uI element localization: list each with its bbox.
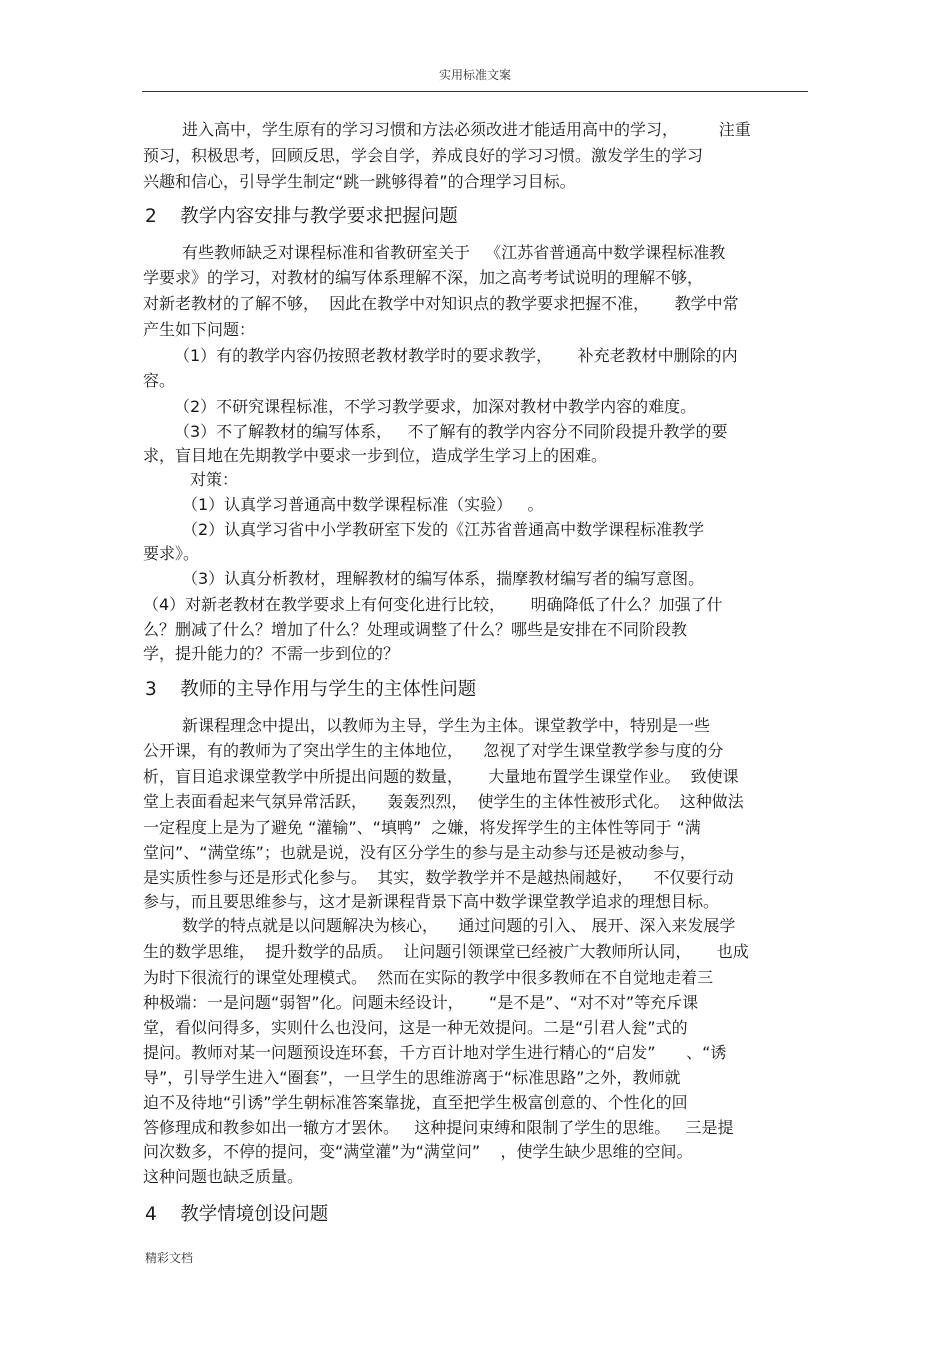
- section-heading: 2 教学内容安排与教学要求把握问题: [145, 206, 458, 227]
- text-line: 兴趣和信心，引导学生制定“跳一跳够得着”的合理学习目标。: [143, 172, 576, 191]
- text-line: （4）对新老教材在教学要求上有何变化进行比较， 明确降低了什么？加强了什: [143, 595, 723, 614]
- text-line: 这种问题也缺乏质量。: [143, 1167, 304, 1186]
- text-line: 种极端：一是问题“弱智”化。问题未经设计， “是不是”、“对不对”等充斥课: [143, 993, 699, 1012]
- text-line: 问次数多，不停的提问，变“满堂灌”为“满堂问” ，使学生缺少思维的空间。: [143, 1142, 693, 1161]
- text-line: 参与，而且要思维参与，这才是新课程背景下高中数学课堂教学追求的理想目标。: [143, 892, 720, 911]
- page-header: 实用标准文案: [438, 68, 511, 82]
- text-line: 产生如下问题：: [143, 320, 256, 339]
- text-line: 为时下很流行的课堂处理模式。 然而在实际的教学中很多教师在不自觉地走着三: [143, 968, 714, 987]
- text-line: （3）认真分析教材，理解教材的编写体系，揣摩教材编写者的编写意图。: [182, 569, 705, 588]
- text-line: 有些教师缺乏对课程标准和省教研室关于 《江苏省普通高中数学课程标准教: [182, 243, 726, 262]
- text-line: 么？删减了什么？增加了什么？处理或调整了什么？哪些是安排在不同阶段教: [143, 620, 688, 639]
- text-line: 对策：: [190, 470, 239, 489]
- text-line: 要求》。: [143, 544, 200, 563]
- text-line: （3）不了解教材的编写体系， 不了解有的教学内容分不同阶段提升教学的要: [174, 422, 728, 441]
- text-line: 提问。教师对某一问题预设连环套，千方百计地对学生进行精心的“启发” 、“诱: [143, 1043, 727, 1062]
- text-line: 进入高中，学生原有的学习习惯和方法必须改进才能适用高中的学习， 注重: [182, 120, 751, 139]
- text-line: 堂问”、“满堂练”；也就是说，没有区分学生的参与是主动参与还是被动参与，: [143, 843, 696, 862]
- text-line: 数学的特点就是以问题解决为核心， 通过问题的引入、 展开、深入来发展学: [182, 916, 736, 935]
- text-line: 预习，积极思考，回顾反思，学会自学，养成良好的学习习惯。激发学生的学习: [143, 146, 704, 165]
- text-line: 是实质性参与还是形式化参与。 其实，数学教学并不是越热闹越好， 不仅要行动: [143, 868, 734, 887]
- text-line: 对新老教材的了解不够， 因此在教学中对知识点的教学要求把握不准， 教学中常: [143, 294, 739, 313]
- text-line: （2）认真学习省中小学教研室下发的《江苏省普通高中数学课程标准教学: [182, 520, 705, 539]
- text-line: 答修理成和教参如出一辙方才罢休。 这种提问束缚和限制了学生的思维。 三是提: [143, 1118, 734, 1137]
- text-line: 新课程理念中提出，以教师为主导，学生为主体。课堂教学中，特别是一些: [182, 716, 711, 735]
- text-line: 堂上表面看起来气氛异常活跃， 轰轰烈烈， 使学生的主体性被形式化。 这种做法: [143, 792, 744, 811]
- text-line: 容。: [143, 371, 176, 390]
- text-line: 公开课，有的教师为了突出学生的主体地位， 忽视了对学生课堂教学参与度的分: [143, 741, 724, 760]
- page-footer: 精彩文档: [145, 1251, 194, 1265]
- text-line: 生的数学思维， 提升数学的品质。 让问题引领课堂已经被广大教师所认同， 也成: [143, 942, 749, 961]
- text-line: 析，盲目追求课堂教学中所提出问题的数量， 大量地布置学生课堂作业。 致使课: [143, 767, 739, 786]
- text-line: 学，提升能力的？不需一步到位的？: [143, 644, 400, 663]
- section-heading: 3 教师的主导作用与学生的主体性问题: [145, 679, 477, 700]
- text-line: 一定程度上是为了避免 “灌输”、“填鸭” 之嫌，将发挥学生的主体性等同于 “满: [143, 818, 701, 837]
- text-line: 堂，看似问得多，实则什么也没问，这是一种无效提问。二是“引君人瓮”式的: [143, 1018, 688, 1037]
- text-line: （2）不研究课程标准，不学习教学要求，加深对教材中教学内容的难度。: [174, 397, 697, 416]
- text-line: 导”，引导学生进入“圈套”，一旦学生的思维游离于“标准思路”之外，教师就: [143, 1068, 681, 1087]
- text-line: 求，盲目地在先期教学中要求一步到位，造成学生学习上的困难。: [143, 446, 608, 465]
- header-rule: [142, 91, 808, 92]
- section-heading: 4 教学情境创设问题: [145, 1204, 329, 1225]
- text-line: 迫不及待地“引诱”学生朝标准答案靠拢，直至把学生极富创意的、个性化的回: [143, 1093, 688, 1112]
- text-line: （1）认真学习普通高中数学课程标准（实验） 。: [182, 495, 544, 514]
- text-line: 学要求》的学习，对教材的编写体系理解不深，加之高考考试说明的理解不够，: [143, 268, 704, 287]
- text-line: （1）有的教学内容仍按照老教材教学时的要求教学， 补充老教材中删除的内: [174, 346, 738, 365]
